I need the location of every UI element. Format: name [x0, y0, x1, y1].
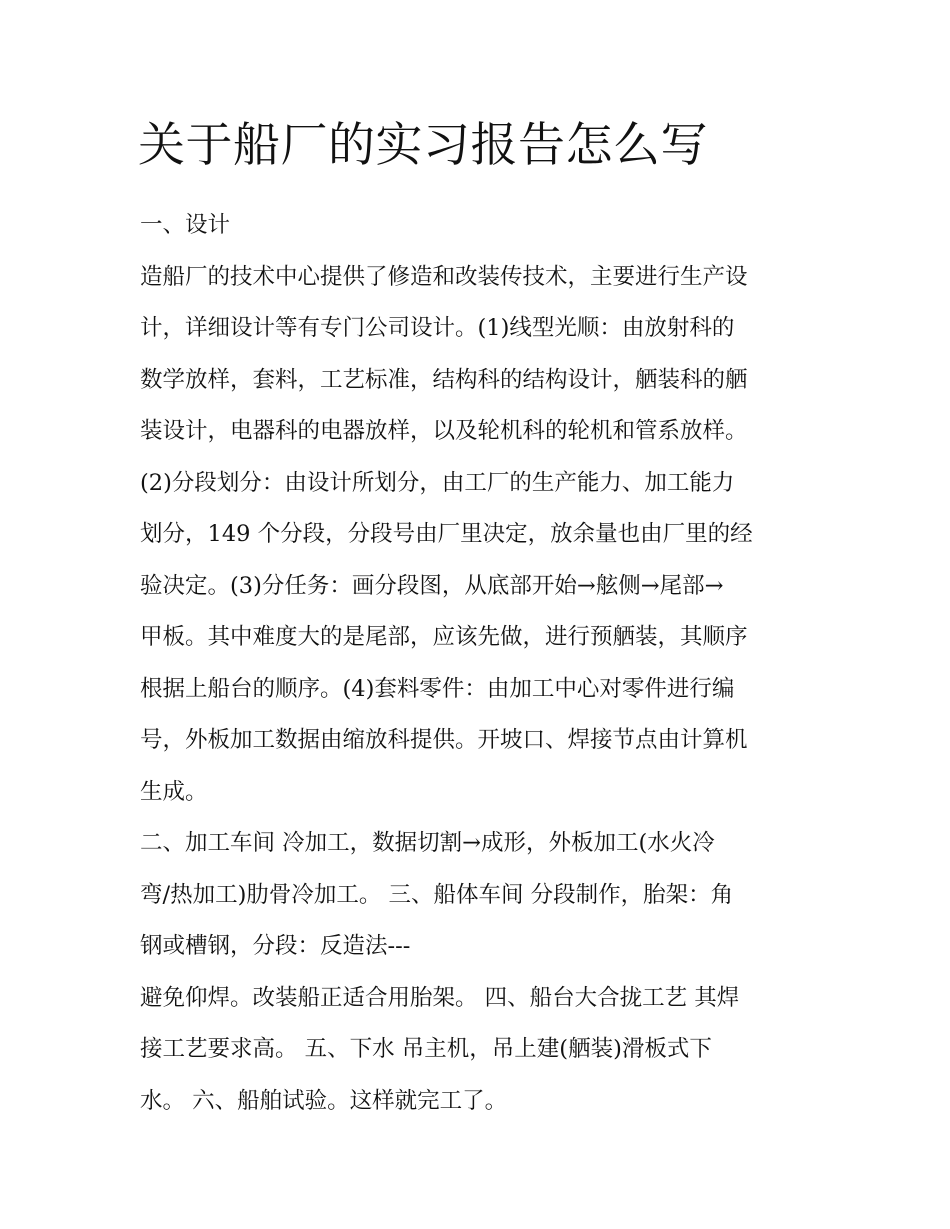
- document-title: 关于船厂的实习报告怎么写: [138, 118, 708, 173]
- body-line: 号，外板加工数据由缩放科提供。开坡口、焊接节点由计算机: [140, 727, 748, 753]
- body-line: (2)分段划分：由设计所划分，由工厂的生产能力、加工能力: [140, 469, 735, 496]
- body-line: 避免仰焊。改装船正适合用胎架。 四、船台大合拢工艺 其焊: [140, 984, 740, 1011]
- body-line: 验决定。(3)分任务：画分段图，从底部开始→舷侧→尾部→: [140, 572, 724, 599]
- body-line: 弯/热加工)肋骨冷加工。 三、船体车间 分段制作，胎架：角: [140, 881, 734, 908]
- body-line: 接工艺要求高。 五、下水 吊主机，吊上建(舾装)滑板式下: [140, 1036, 712, 1062]
- body-line: 计，详细设计等有专门公司设计。(1)线型光顺：由放射科的: [140, 315, 735, 341]
- body-line: 造船厂的技术中心提供了修造和改装传技术，主要进行生产设: [140, 263, 748, 290]
- body-line: 甲板。其中难度大的是尾部，应该先做，进行预舾装，其顺序: [140, 624, 748, 650]
- body-line: 水。 六、船舶试验。这样就完工了。: [140, 1087, 508, 1114]
- body-line: 划分，149 个分段，分段号由厂里决定，放余量也由厂里的经: [140, 521, 753, 547]
- body-line: 数学放样，套料，工艺标准，结构科的结构设计，舾装科的舾: [140, 366, 748, 393]
- body-line: 一、设计: [140, 212, 231, 238]
- body-line: 根据上船台的顺序。(4)套料零件：由加工中心对零件进行编: [140, 675, 735, 702]
- body-line: 二、加工车间 冷加工，数据切割→成形，外板加工(水火冷: [140, 830, 715, 856]
- body-line: 装设计，电器科的电器放样，以及轮机科的轮机和管系放样。: [140, 418, 748, 444]
- document-body: [140, 200, 820, 1127]
- body-line: 生成。: [140, 778, 208, 805]
- body-line: 钢或槽钢，分段：反造法---: [140, 933, 411, 959]
